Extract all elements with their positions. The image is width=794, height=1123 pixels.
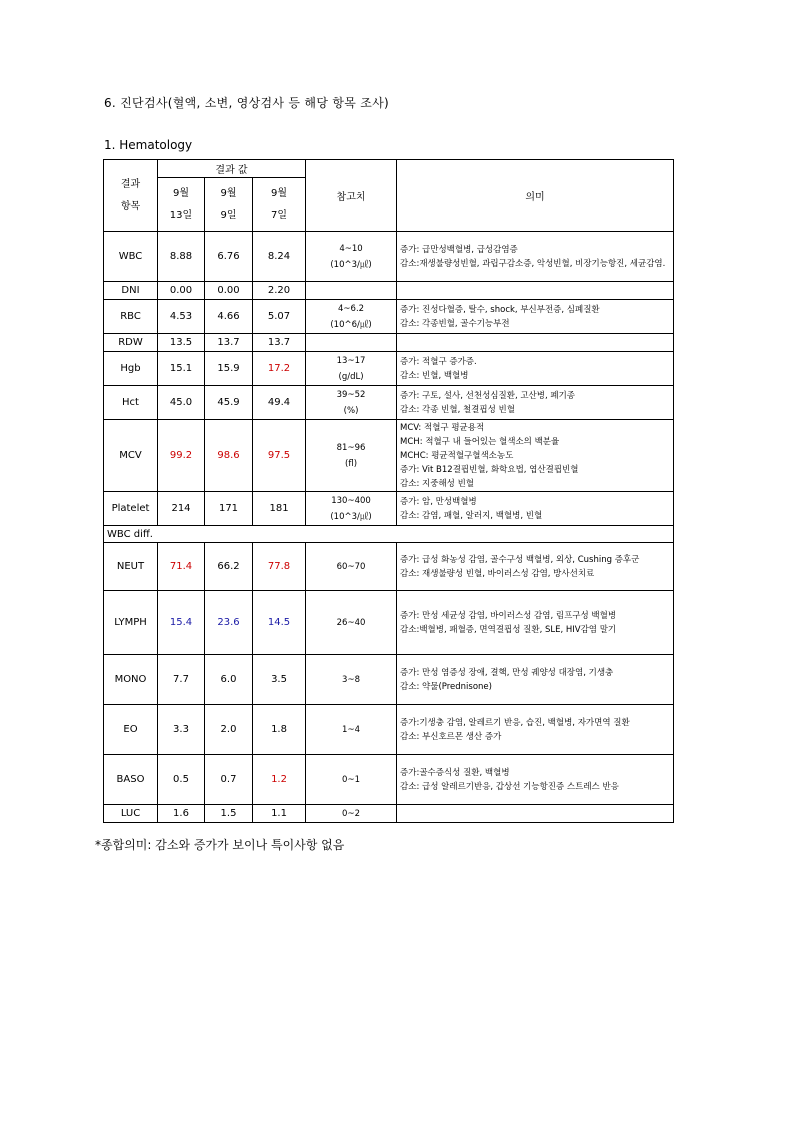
test-name: MCV [104, 420, 158, 492]
result-value: 17.2 [253, 352, 306, 386]
result-value: 23.6 [205, 591, 253, 655]
table-row [104, 300, 674, 334]
reference-range: 3~8 [306, 655, 397, 705]
hematology-subheading: 1. Hematology [104, 138, 193, 152]
result-value: 14.5 [253, 591, 306, 655]
clinical-meaning: 증가: 만성 세균성 감염, 바이러스성 감염, 림프구성 백혈병 감소:백혈병, 패혈증, 면역결핍성 질환, SLE, HIV감염 말기 [397, 591, 674, 655]
test-name: WBC [104, 232, 158, 282]
table-row [104, 705, 674, 755]
result-value: 181 [253, 492, 306, 526]
header-meaning: 의미 [397, 160, 674, 232]
clinical-meaning: 증가: 암, 만성백혈병 감소: 감염, 패혈, 알러지, 백혈병, 빈혈 [397, 492, 674, 526]
reference-range: 81~96 (fl) [306, 420, 397, 492]
reference-range: 4~6.2 (10^6/㎕) [306, 300, 397, 334]
result-value: 0.5 [158, 755, 205, 805]
reference-range: 13~17 (g/dL) [306, 352, 397, 386]
clinical-meaning: MCV: 적혈구 평균용적 MCH: 적혈구 내 들어있는 혈색소의 백분율 MCHC: 평균적혈구혈색소농도 증가: Vit B12결핍빈혈, 화학요법, 엽산결핍빈혈 감소: 지중해성 빈혈 [397, 420, 674, 492]
header-item: 결과 항목 [104, 160, 158, 232]
table-row [104, 334, 674, 352]
table-row [104, 352, 674, 386]
clinical-meaning [397, 282, 674, 300]
result-value: 98.6 [205, 420, 253, 492]
clinical-meaning: 증가: 진성다혈증, 탈수, shock, 부신부전증, 심폐질환 감소: 각종빈혈, 골수기능부전 [397, 300, 674, 334]
reference-range [306, 334, 397, 352]
table-row [104, 420, 674, 492]
result-value: 97.5 [253, 420, 306, 492]
result-value: 7.7 [158, 655, 205, 705]
result-value: 15.4 [158, 591, 205, 655]
table-row [104, 232, 674, 282]
result-value: 3.3 [158, 705, 205, 755]
reference-range: 1~4 [306, 705, 397, 755]
result-value: 6.0 [205, 655, 253, 705]
result-value: 99.2 [158, 420, 205, 492]
result-value: 1.2 [253, 755, 306, 805]
result-value: 214 [158, 492, 205, 526]
result-value: 171 [205, 492, 253, 526]
result-value: 0.00 [158, 282, 205, 300]
result-value: 77.8 [253, 543, 306, 591]
table-row [104, 655, 674, 705]
wbc-diff-label: WBC diff. [104, 526, 674, 543]
clinical-meaning: 증가: 급만성백혈병, 급성감염증 감소:재생불량성빈혈, 과립구감소증, 악성빈혈, 비장기능항진, 세균감염. [397, 232, 674, 282]
clinical-meaning: 증가: 급성 화농성 감염, 골수구성 백혈병, 외상, Cushing 증후군 감소: 재생불량성 빈혈, 바이러스성 감염, 방사선치료 [397, 543, 674, 591]
header-result-group: 결과 값 [158, 160, 306, 178]
test-name: Platelet [104, 492, 158, 526]
table-row [104, 543, 674, 591]
result-value: 13.7 [253, 334, 306, 352]
section-heading: 6. 진단검사(혈액, 소변, 영상검사 등 해당 항목 조사) [104, 96, 389, 110]
summary-text: *종합의미: 감소와 증가가 보이나 특이사항 없음 [95, 838, 345, 852]
clinical-meaning [397, 334, 674, 352]
reference-range: 0~2 [306, 805, 397, 823]
reference-range: 4~10 (10^3/㎕) [306, 232, 397, 282]
clinical-meaning: 증가: 구토, 설사, 선천성심질환, 고산병, 폐기종 감소: 각종 빈혈, 철결핍성 빈혈 [397, 386, 674, 420]
result-value: 15.9 [205, 352, 253, 386]
reference-range [306, 282, 397, 300]
test-name: DNI [104, 282, 158, 300]
result-value: 1.6 [158, 805, 205, 823]
result-value: 0.7 [205, 755, 253, 805]
result-value: 2.0 [205, 705, 253, 755]
header-date-1: 9월 13일 [158, 178, 205, 232]
test-name: MONO [104, 655, 158, 705]
test-name: RDW [104, 334, 158, 352]
test-name: LUC [104, 805, 158, 823]
result-value: 13.7 [205, 334, 253, 352]
result-value: 49.4 [253, 386, 306, 420]
clinical-meaning: 증가: 적혈구 증가증. 감소: 빈혈, 백혈병 [397, 352, 674, 386]
reference-range: 26~40 [306, 591, 397, 655]
header-reference: 참고치 [306, 160, 397, 232]
reference-range: 60~70 [306, 543, 397, 591]
result-value: 1.8 [253, 705, 306, 755]
reference-range: 130~400 (10^3/㎕) [306, 492, 397, 526]
result-value: 5.07 [253, 300, 306, 334]
result-value: 13.5 [158, 334, 205, 352]
result-value: 71.4 [158, 543, 205, 591]
table-row [104, 805, 674, 823]
clinical-meaning: 증가: 만성 염증성 장애, 결핵, 만성 궤양성 대장염, 기생충 감소: 약물(Prednisone) [397, 655, 674, 705]
header-date-3: 9월 7일 [253, 178, 306, 232]
clinical-meaning: 증가:기생충 감염, 알레르기 반응, 습진, 백혈병, 자가면역 질환 감소: 부신호르몬 생산 증가 [397, 705, 674, 755]
reference-range: 39~52 (%) [306, 386, 397, 420]
result-value: 6.76 [205, 232, 253, 282]
hematology-table [103, 159, 674, 823]
table-row [104, 591, 674, 655]
header-date-2: 9월 9일 [205, 178, 253, 232]
test-name: LYMPH [104, 591, 158, 655]
result-value: 8.88 [158, 232, 205, 282]
result-value: 45.9 [205, 386, 253, 420]
reference-range: 0~1 [306, 755, 397, 805]
result-value: 3.5 [253, 655, 306, 705]
result-value: 66.2 [205, 543, 253, 591]
result-value: 1.1 [253, 805, 306, 823]
test-name: NEUT [104, 543, 158, 591]
result-value: 45.0 [158, 386, 205, 420]
result-value: 2.20 [253, 282, 306, 300]
clinical-meaning: 증가:골수증식성 질환, 백혈병 감소: 급성 알레르기반응, 갑상선 기능항진증 스트레스 반응 [397, 755, 674, 805]
test-name: EO [104, 705, 158, 755]
table-row [104, 282, 674, 300]
result-value: 4.53 [158, 300, 205, 334]
result-value: 0.00 [205, 282, 253, 300]
result-value: 15.1 [158, 352, 205, 386]
test-name: BASO [104, 755, 158, 805]
test-name: RBC [104, 300, 158, 334]
table-row [104, 755, 674, 805]
clinical-meaning [397, 805, 674, 823]
table-row [104, 492, 674, 526]
table-row [104, 386, 674, 420]
result-value: 4.66 [205, 300, 253, 334]
test-name: Hgb [104, 352, 158, 386]
result-value: 8.24 [253, 232, 306, 282]
test-name: Hct [104, 386, 158, 420]
result-value: 1.5 [205, 805, 253, 823]
